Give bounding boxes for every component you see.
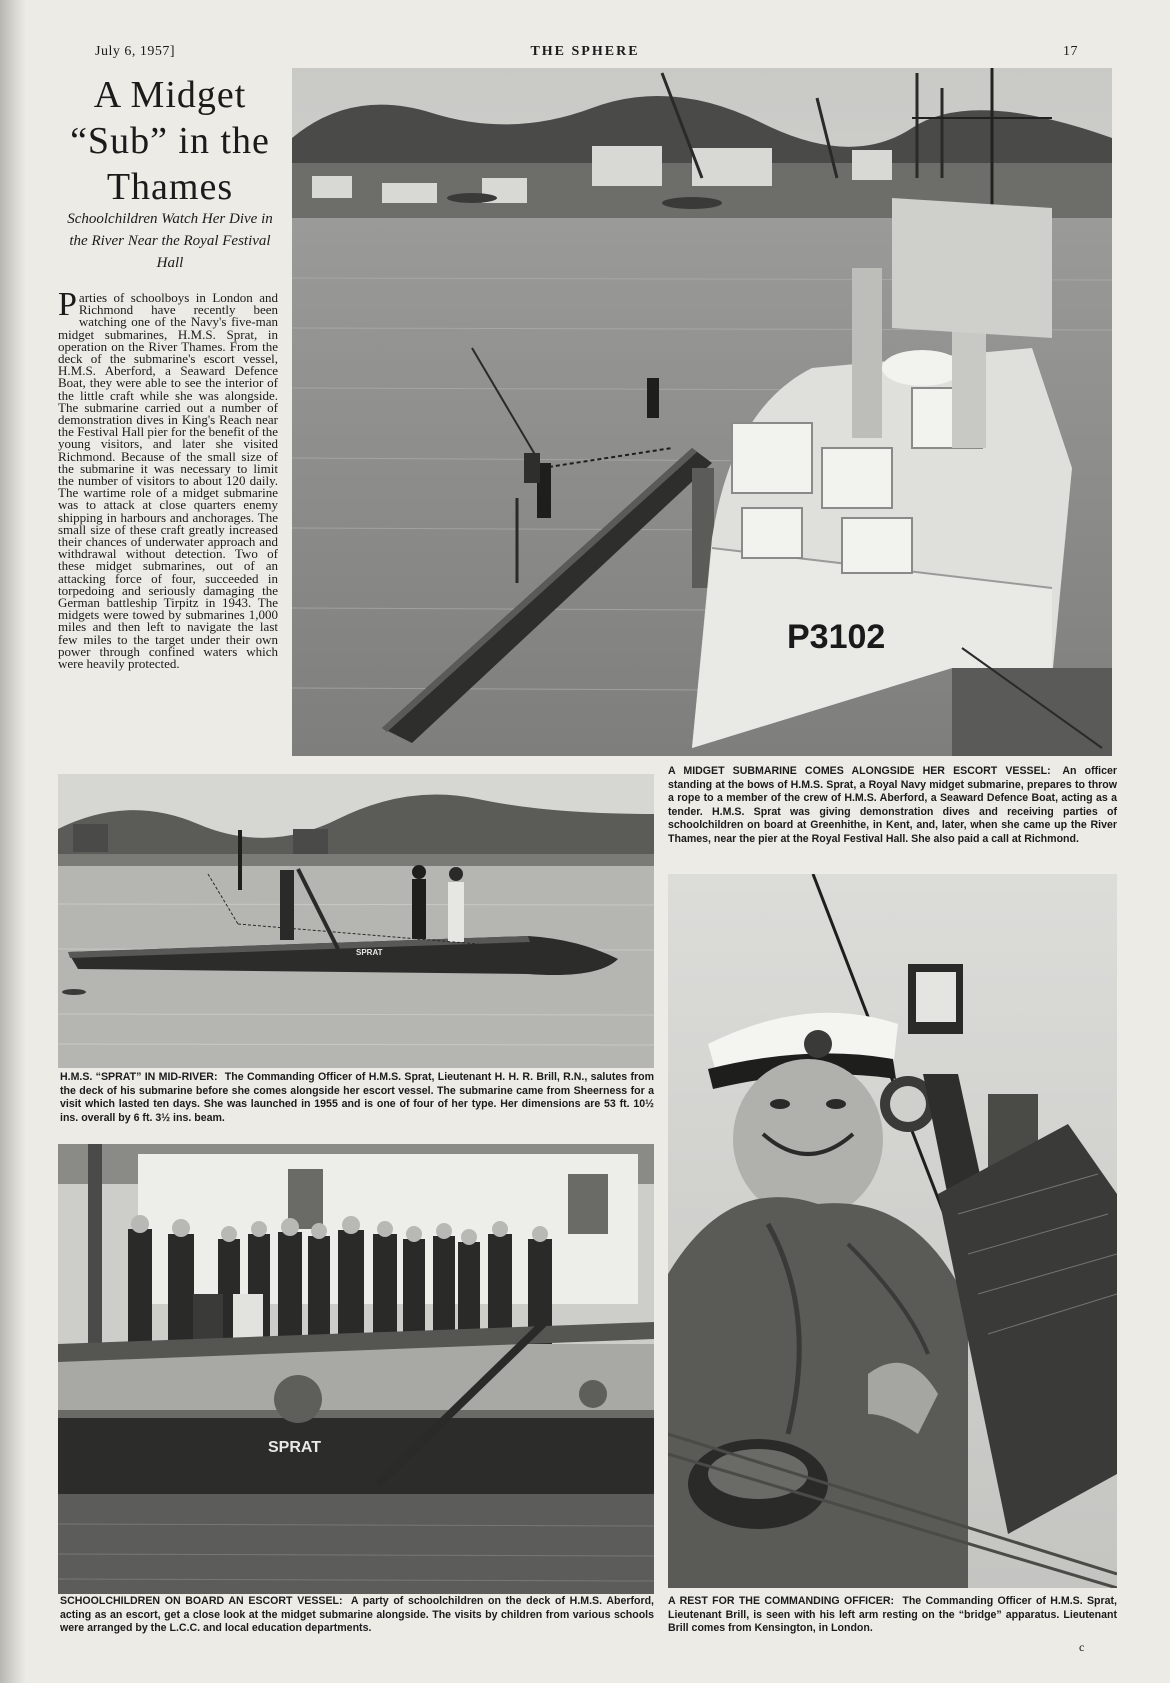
caption-schoolchildren-heading: SCHOOLCHILDREN ON BOARD AN ESCORT VESSEL: xyxy=(60,1595,343,1607)
page-gutter-shadow xyxy=(0,0,26,1683)
article-headline xyxy=(60,72,280,210)
main-photo-submarine-alongside xyxy=(292,68,1112,756)
caption-commander-photo xyxy=(668,1595,1117,1636)
caption-midriver-heading: H.M.S. “SPRAT” IN MID-RIVER: xyxy=(60,1071,218,1083)
caption-main-text: An officer standing at the bows of H.M.S. Sprat, a Royal Navy midget submarine, prepares to throw a rope to a member of the crew of H.M.S. Aberford, a Seaward Defence Boat, acting as a tender. H.M.S. Sprat was giving demonstration dives and receiving parties of schoolchildren on board at Greenhithe, in Kent, and, later, when she came up the River Thames, near the pier at the Royal Festival Hall. She also paid a call at Richmond. xyxy=(668,765,1117,845)
headline-line-2: “Sub” in the xyxy=(70,120,270,162)
magazine-title: THE SPHERE xyxy=(530,44,640,59)
article-body: Parties of schoolboys in London and Richmond have recently been watching one of the Navy's five-man midget submarines, H.M.S. Sprat, in operation on the River Thames. From the deck of the submarine's escort vessel, H.M.S. Aberford, a Seaward Defence Boat, they were able to see the interior of the little craft while she was alongside. The submarine carried out a number of demonstration dives in King's Reach near the Festival Hall pier for the benefit of the young visitors, and later she visited Richmond. Because of the small size of the submarine it was necessary to limit the number of visitors to about 120 daily. The wartime role of a midget submarine was to attack at close quarters enemy shipping in harbours and anchorages. The small size of these craft greatly increased their chances of underwater approach and withdrawal without detection. Two of these midget submarines, out of an attacking force of four, succeeded in torpedoing and seriously damaging the German battleship Tirpitz in 1943. The midgets were towed by submarines 1,000 miles and then left to navigate the last few miles to the target under their own power through confined waters which were heavily protected. xyxy=(58,286,278,672)
hull-number-p3102: P3102 xyxy=(787,618,886,656)
schoolchildren-hull-label: SPRAT xyxy=(268,1439,322,1456)
midriver-hull-label: SPRAT xyxy=(356,948,383,957)
photo-commanding-officer xyxy=(668,874,1117,1588)
page-number: 17 xyxy=(1063,44,1078,59)
caption-main-heading: A MIDGET SUBMARINE COMES ALONGSIDE HER ESCORT VESSEL: xyxy=(668,765,1051,777)
caption-schoolchildren-text: A party of schoolchildren on the deck of H.M.S. Aberford, acting as an escort, get a close look at the midget submarine alongside. The visits by children from various schools were arranged by the L.C.C. and local education departments. xyxy=(60,1595,654,1635)
caption-midriver-text: The Commanding Officer of H.M.S. Sprat, Lieutenant H. H. R. Brill, R.N., salutes from the deck of his submarine before she comes alongside her escort vessel. The submarine came from Sheerness for a visit which lasted ten days. She was launched in 1955 and is one of four of her type. Her dimensions are 53 ft. 10½ ins. overall by 6 ft. 3½ ins. beam. xyxy=(60,1071,654,1124)
photo-schoolchildren-on-escort xyxy=(58,1144,654,1594)
printer-signature-mark: c xyxy=(1079,1640,1085,1654)
caption-main-photo xyxy=(668,765,1117,847)
photo-sprat-mid-river xyxy=(58,774,654,1068)
caption-schoolchildren-photo xyxy=(60,1595,654,1636)
issue-date: July 6, 1957] xyxy=(95,44,175,59)
headline-line-1: A Midget xyxy=(93,74,247,116)
headline-line-3: Thames xyxy=(106,166,234,208)
caption-commander-heading: A REST FOR THE COMMANDING OFFICER: xyxy=(668,1595,895,1607)
caption-midriver-photo xyxy=(60,1071,654,1125)
article-subheadline: Schoolchildren Watch Her Dive in the River Near the Royal Festival Hall xyxy=(67,211,273,271)
caption-commander-text: The Commanding Officer of H.M.S. Sprat, Lieutenant Brill, is seen with his left arm resting on the “bridge” apparatus. Lieutenant Brill comes from Kensington, in London. xyxy=(668,1595,1117,1635)
